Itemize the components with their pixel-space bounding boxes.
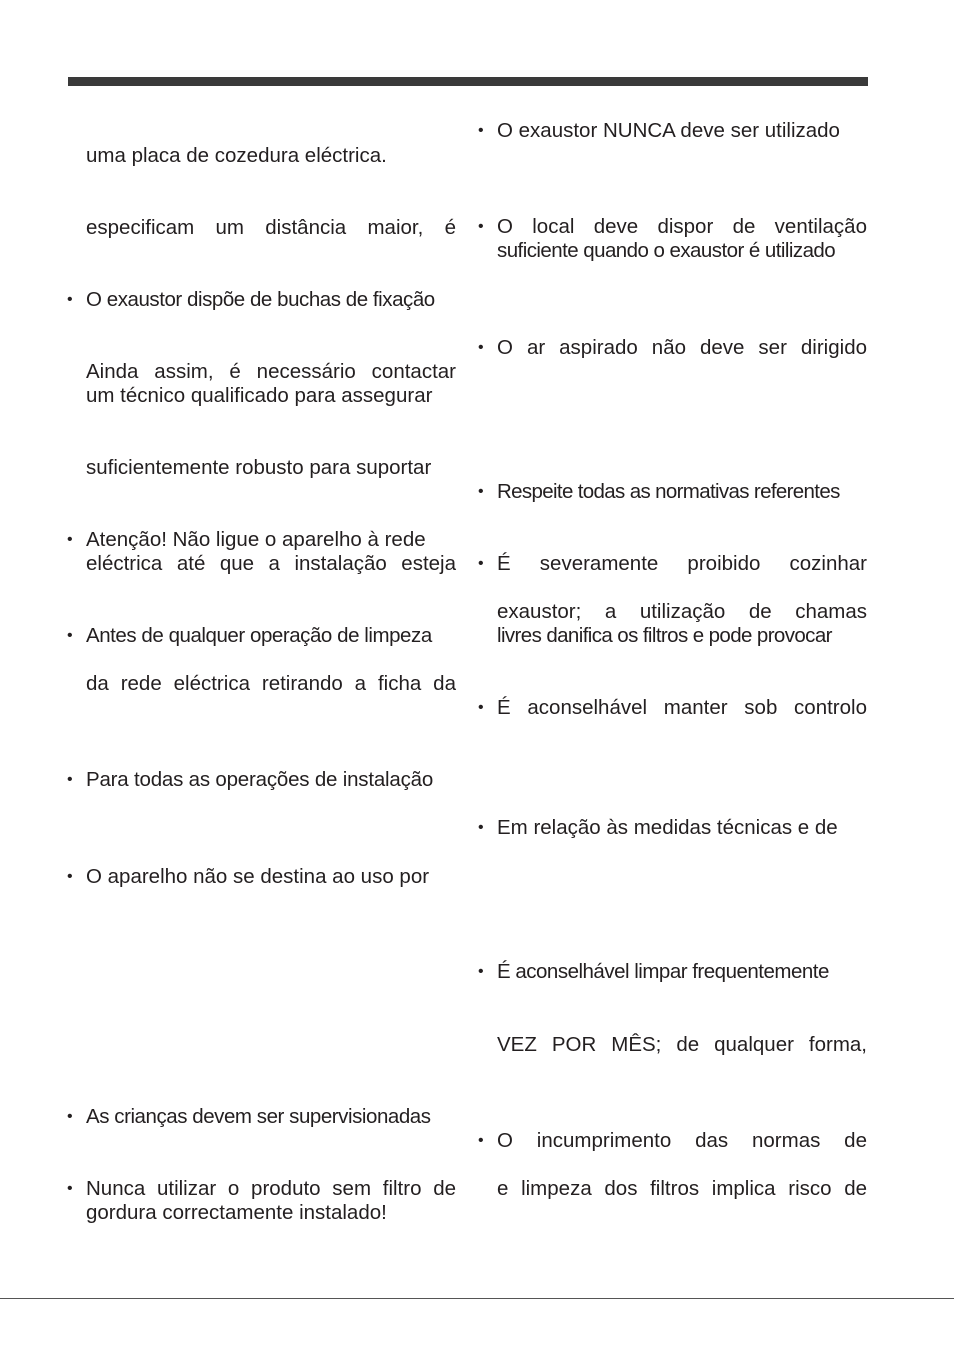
left-line-11: Para todas as operações de instalação <box>86 768 434 791</box>
right-line-4: O ar aspirado não deve ser dirigido <box>497 336 867 359</box>
bullet-icon: • <box>67 1180 73 1197</box>
left-line-9: Antes de qualquer operação de limpeza <box>86 624 432 647</box>
bullet-icon: • <box>67 868 73 885</box>
bullet-icon: • <box>67 627 73 644</box>
left-line-5: um técnico qualificado para assegurar <box>86 384 433 407</box>
left-line-14: Nunca utilizar o produto sem filtro de <box>86 1177 456 1200</box>
bullet-icon: • <box>67 771 73 788</box>
left-line-10: da rede eléctrica retirando a ficha da <box>86 672 456 695</box>
bullet-icon: • <box>478 963 484 980</box>
footer-rule <box>0 1298 954 1299</box>
left-line-3: O exaustor dispõe de buchas de fixação <box>86 288 435 311</box>
right-line-6: É severamente proibido cozinhar <box>497 552 867 575</box>
left-line-6: suficientemente robusto para suportar <box>86 456 432 479</box>
right-line-12: VEZ POR MÊS; de qualquer forma, <box>497 1033 867 1056</box>
bullet-icon: • <box>478 819 484 836</box>
right-line-5: Respeite todas as normativas referentes <box>497 480 840 503</box>
bullet-icon: • <box>67 531 73 548</box>
bullet-icon: • <box>478 483 484 500</box>
right-line-9: É aconselhável manter sob controlo <box>497 696 867 719</box>
bullet-icon: • <box>478 699 484 716</box>
bullet-icon: • <box>478 218 484 235</box>
left-line-4: Ainda assim, é necessário contactar <box>86 360 456 383</box>
right-line-8: livres danifica os filtros e pode provocar <box>497 624 832 647</box>
right-line-7: exaustor; a utilização de chamas <box>497 600 867 623</box>
right-line-3: suficiente quando o exaustor é utilizado <box>497 239 836 262</box>
right-line-2: O local deve dispor de ventilação <box>497 215 867 238</box>
left-line-15: gordura correctamente instalado! <box>86 1201 387 1224</box>
bullet-icon: • <box>478 122 484 139</box>
bullet-icon: • <box>478 555 484 572</box>
right-line-10: Em relação às medidas técnicas e de <box>497 816 838 839</box>
left-line-1: uma placa de cozedura eléctrica. <box>86 144 387 167</box>
left-line-7: Atenção! Não ligue o aparelho à rede <box>86 528 426 551</box>
left-line-8: eléctrica até que a instalação esteja <box>86 552 456 575</box>
right-line-13: O incumprimento das normas de <box>497 1129 867 1152</box>
right-line-11: É aconselhável limpar frequentemente <box>497 960 829 983</box>
bullet-icon: • <box>478 339 484 356</box>
left-line-13: As crianças devem ser supervisionadas <box>86 1105 431 1128</box>
right-line-1: O exaustor NUNCA deve ser utilizado <box>497 119 840 142</box>
bullet-icon: • <box>67 291 73 308</box>
left-line-12: O aparelho não se destina ao uso por <box>86 865 430 888</box>
header-rule <box>68 77 868 86</box>
right-line-14: e limpeza dos filtros implica risco de <box>497 1177 867 1200</box>
bullet-icon: • <box>67 1108 73 1125</box>
left-line-2: especificam um distância maior, é <box>86 216 456 239</box>
bullet-icon: • <box>478 1132 484 1149</box>
